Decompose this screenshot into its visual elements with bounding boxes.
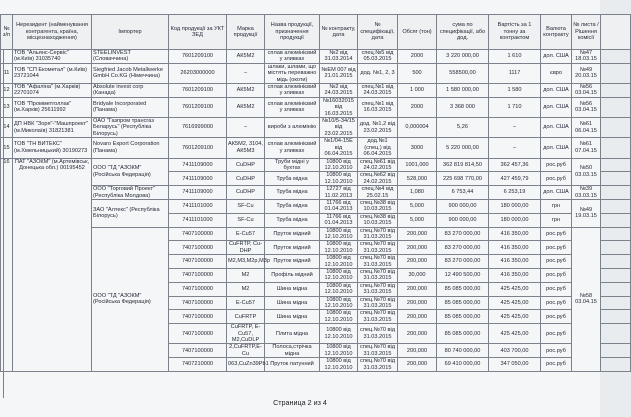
mark-cell: М2 bbox=[227, 282, 265, 296]
price-cell: 1 710 bbox=[489, 97, 541, 117]
mark-cell: АК5М2 bbox=[227, 84, 265, 98]
spare-cell bbox=[601, 97, 631, 117]
table-row bbox=[1, 97, 631, 117]
price-cell: 347 050,00 bbox=[489, 358, 541, 372]
spec-cell: спец.№38 від 10.03.2015 bbox=[358, 199, 398, 213]
contract-cell: 10800 від 12.10.2010 bbox=[320, 269, 358, 283]
header-cell: № контракту, дата bbox=[320, 15, 358, 50]
currency-cell: рос.руб bbox=[541, 269, 572, 283]
spec-cell: спец.№1 від 24.03.2015 bbox=[358, 84, 398, 98]
table-row bbox=[1, 118, 631, 138]
product-name-cell: Труба мідна bbox=[265, 213, 320, 227]
price-cell: 6 253,19 bbox=[489, 186, 541, 200]
spare-cell bbox=[601, 118, 631, 138]
product-name-cell: шлаки, шлами, що містять переважно мідь (окоти) bbox=[265, 63, 320, 83]
price-cell: 1 580 bbox=[489, 84, 541, 98]
volume-cell: 200,000 bbox=[398, 344, 437, 358]
party-cell: ТОВ "Альянс-Сервіс" (м.Київ) 31035740 bbox=[13, 50, 92, 64]
spec-cell: спец.№70 від 31.03.2015 bbox=[358, 296, 398, 310]
volume-cell: 500 bbox=[398, 63, 437, 83]
party-cell: ПАТ "АЗОКМ" (м.Артемівськ, Донецька обл.) 00195452 bbox=[13, 158, 92, 372]
decision-cell: №61 06.04.15 bbox=[572, 118, 601, 138]
importer-cell: Bridyale Incorporated (Панама) bbox=[92, 97, 169, 117]
volume-cell: 200,000 bbox=[398, 255, 437, 269]
currency-cell: рос.руб bbox=[541, 344, 572, 358]
currency-cell: євро bbox=[541, 63, 572, 83]
code-cell: 7601209100 bbox=[169, 138, 227, 158]
contract-cell: 10800 від 12.10.2010 bbox=[320, 324, 358, 344]
spec-cell: спец.№70 від 31.03.2015 bbox=[358, 324, 398, 344]
spare-cell bbox=[601, 324, 631, 344]
currency-cell: дол. США bbox=[541, 50, 572, 64]
currency-cell: дол. США bbox=[541, 97, 572, 117]
sum-cell: 69 410 000,00 bbox=[437, 358, 489, 372]
contract-cell: №1/04-15Е від 06.04.2015 bbox=[320, 138, 358, 158]
code-cell: 7407100000 bbox=[169, 241, 227, 255]
sum-cell: 12 490 500,00 bbox=[437, 269, 489, 283]
table-row bbox=[1, 158, 631, 172]
product-name-cell: Труби мідні у бухтах bbox=[265, 158, 320, 172]
code-cell: 7411101000 bbox=[169, 199, 227, 213]
volume-cell: 200,000 bbox=[398, 324, 437, 344]
party-cell: ТОВ "Афаліна" (м.Харків) 22701074 bbox=[13, 84, 92, 98]
row-number: 14 bbox=[1, 118, 13, 138]
sum-cell: 362 819 814,50 bbox=[437, 158, 489, 172]
code-cell: 7407100000 bbox=[169, 227, 227, 241]
header-cell: Обсяг (тон) bbox=[398, 15, 437, 50]
sum-cell: 83 270 000,00 bbox=[437, 255, 489, 269]
code-cell: 7407210000 bbox=[169, 358, 227, 372]
product-name-cell: Пруток мідний bbox=[265, 227, 320, 241]
contract-cell: 10800 від 12.10.2010 bbox=[320, 296, 358, 310]
spec-cell: спец.№70 від 31.03.2015 bbox=[358, 282, 398, 296]
product-name-cell: Пруток мідний bbox=[265, 241, 320, 255]
importer-cell: STEELINVEST (Словаччина) bbox=[92, 50, 169, 64]
spare-cell bbox=[601, 172, 631, 186]
price-cell: 427 459,79 bbox=[489, 172, 541, 186]
decision-cell: №50 03.03.15 bbox=[572, 158, 601, 186]
currency-cell: дол. США bbox=[541, 138, 572, 158]
mark-cell: М2 bbox=[227, 269, 265, 283]
header-cell: Вартість за 1 тонну за контрактом bbox=[489, 15, 541, 50]
product-name-cell: Полоса,стрічка мідна bbox=[265, 344, 320, 358]
decision-cell: №47 18.03.15 bbox=[572, 50, 601, 64]
currency-cell: рос.руб bbox=[541, 324, 572, 344]
currency-cell: рос.руб bbox=[541, 158, 572, 172]
product-name-cell: Шина мідна bbox=[265, 296, 320, 310]
sum-cell: 6 753,44 bbox=[437, 186, 489, 200]
mark-cell: CuDHP bbox=[227, 158, 265, 172]
header-cell-spare bbox=[601, 15, 631, 50]
volume-cell: 5,000 bbox=[398, 213, 437, 227]
price-cell: 425 425,00 bbox=[489, 296, 541, 310]
spec-cell: спец.№38 від 10.03.2015 bbox=[358, 213, 398, 227]
product-name-cell: Пруток латунний bbox=[265, 358, 320, 372]
currency-cell: рос.руб bbox=[541, 255, 572, 269]
contract-cell: 10800 від 12.10.2010 bbox=[320, 255, 358, 269]
spec-cell: спец.№70 від 31.03.2015 bbox=[358, 344, 398, 358]
spec-cell: дод. №1, 2, 3 bbox=[358, 63, 398, 83]
price-cell: – bbox=[489, 118, 541, 138]
header-row bbox=[1, 15, 631, 50]
table-row bbox=[1, 50, 631, 64]
sum-cell: 3 220 000,00 bbox=[437, 50, 489, 64]
row-number: 16 bbox=[1, 158, 13, 372]
spare-cell bbox=[601, 138, 631, 158]
currency-cell: рос.руб bbox=[541, 227, 572, 241]
importer-cell: ООО "ТД "АЗОКМ" (Російська Федерація) bbox=[92, 158, 169, 186]
importer-cell: Siegfried Jacob Metallwerke GmbH Co.KG (Німеччина) bbox=[92, 63, 169, 83]
spare-cell bbox=[601, 310, 631, 324]
decision-cell: №61 07.04.15 bbox=[572, 138, 601, 158]
header-cell: № з/п bbox=[1, 15, 13, 50]
contract-cell: 10800 від 12.10.2010 bbox=[320, 241, 358, 255]
table-row bbox=[1, 138, 631, 158]
spec-cell: спец.№70 від 31.03.2015 bbox=[358, 255, 398, 269]
spec-cell: дод.№1 (спец.) від 06.04.2015 bbox=[358, 138, 398, 158]
party-cell: ТОВ "Промметголлак" (м.Харків) 25611992 bbox=[13, 97, 92, 117]
price-cell: 416 350,00 bbox=[489, 227, 541, 241]
code-cell: 7601209100 bbox=[169, 84, 227, 98]
table-row bbox=[1, 199, 631, 213]
table-row bbox=[1, 84, 631, 98]
sum-cell: 83 270 000,00 bbox=[437, 241, 489, 255]
mark-cell: М2,М3,М2р,М3р bbox=[227, 255, 265, 269]
contract-cell: 10800 від 12.10.2010 bbox=[320, 227, 358, 241]
volume-cell: 1 000 bbox=[398, 84, 437, 98]
sum-cell: 83 270 000,00 bbox=[437, 227, 489, 241]
spare-cell bbox=[601, 269, 631, 283]
code-cell: 7407100000 bbox=[169, 282, 227, 296]
spare-cell bbox=[601, 186, 631, 200]
sum-cell: 85 085 000,00 bbox=[437, 310, 489, 324]
sum-cell: 900 000,00 bbox=[437, 199, 489, 213]
contract-cell: 10800 від 12.10.2010 bbox=[320, 158, 358, 172]
sum-cell: 80 740 000,00 bbox=[437, 344, 489, 358]
sum-cell: 1 580 000,00 bbox=[437, 84, 489, 98]
importer-cell: ООО "ТД "АЗОКМ" (Російська Федерація) bbox=[92, 227, 169, 372]
spec-cell: спец.№70 від 31.03.2015 bbox=[358, 358, 398, 372]
decision-cell: №58 03.04.15 bbox=[572, 227, 601, 372]
product-name-cell: Труба мідна bbox=[265, 186, 320, 200]
spec-cell: спец.№4 від 25.02.15 bbox=[358, 186, 398, 200]
header-cell: Валюта контракту bbox=[541, 15, 572, 50]
code-cell: 7407100000 bbox=[169, 296, 227, 310]
volume-cell: 2000 bbox=[398, 97, 437, 117]
spare-cell bbox=[601, 358, 631, 372]
header-cell: сума по специфікації, або дод. bbox=[437, 15, 489, 50]
mark-cell: CuFRTP bbox=[227, 310, 265, 324]
volume-cell: 1,080 bbox=[398, 186, 437, 200]
price-cell: – bbox=[489, 138, 541, 158]
sum-cell: 558500,00 bbox=[437, 63, 489, 83]
contract-cell: 10800 від 12.10.2010 bbox=[320, 310, 358, 324]
spare-cell bbox=[601, 84, 631, 98]
code-cell: 7407100000 bbox=[169, 255, 227, 269]
spare-cell bbox=[601, 255, 631, 269]
product-name-cell: Пруток мідний bbox=[265, 255, 320, 269]
party-cell: ТОВ "ТН ВИТЕКС" (м.Хмельницький) 30190273 bbox=[13, 138, 92, 158]
code-cell: 7616999000 bbox=[169, 118, 227, 138]
sum-cell: 225 698 770,00 bbox=[437, 172, 489, 186]
table-row bbox=[1, 227, 631, 241]
header-cell: Марка продукції bbox=[227, 15, 265, 50]
mark-cell: E-Cu57 bbox=[227, 296, 265, 310]
product-name-cell: вироби з алюмінію bbox=[265, 118, 320, 138]
product-name-cell: Плита мідна bbox=[265, 324, 320, 344]
mark-cell: – bbox=[227, 63, 265, 83]
code-cell: 7411109000 bbox=[169, 172, 227, 186]
importer-cell: ЗАО "Алтекс" (Республіка Білорусь) bbox=[92, 199, 169, 227]
price-cell: 425 425,00 bbox=[489, 282, 541, 296]
header-cell: Нерезидент (найменування контрагента, країна, місцезнаходження) bbox=[13, 15, 92, 50]
row-number bbox=[1, 50, 13, 64]
importer-cell: Novaro Export Corporation (Панама) bbox=[92, 138, 169, 158]
contract-cell: №2 від 24.03.2015 bbox=[320, 84, 358, 98]
spare-cell bbox=[601, 227, 631, 241]
currency-cell: грн bbox=[541, 199, 572, 213]
code-cell: 7407100000 bbox=[169, 269, 227, 283]
decision-cell: №56 03.04.15 bbox=[572, 84, 601, 98]
register-table bbox=[0, 14, 631, 372]
currency-cell: рос.руб bbox=[541, 241, 572, 255]
sum-cell: 3 368 000 bbox=[437, 97, 489, 117]
row-number: 15 bbox=[1, 138, 13, 158]
contract-cell: 11766 від 01.04.2013 bbox=[320, 199, 358, 213]
header-cell: Назва продукції, призначення продукції bbox=[265, 15, 320, 50]
currency-cell: рос.руб bbox=[541, 358, 572, 372]
spare-cell bbox=[601, 241, 631, 255]
mark-cell: CuDHP bbox=[227, 172, 265, 186]
spec-cell: спец.№61 від 24.02.2015 bbox=[358, 158, 398, 172]
code-cell: 7411109000 bbox=[169, 186, 227, 200]
currency-cell: дол. США bbox=[541, 118, 572, 138]
row-number: 11 bbox=[1, 63, 13, 83]
volume-cell: 200,000 bbox=[398, 310, 437, 324]
table-row bbox=[1, 63, 631, 83]
mark-cell: SF-Cu bbox=[227, 213, 265, 227]
decision-cell: №49 20.03.15 bbox=[572, 63, 601, 83]
spec-cell: спец.№62 від 24.02.2015 bbox=[358, 172, 398, 186]
code-cell: 7411101000 bbox=[169, 213, 227, 227]
product-name-cell: сплав алюмінієвий у зливках bbox=[265, 84, 320, 98]
price-cell: 180 000,00 bbox=[489, 199, 541, 213]
code-cell: 7411109000 bbox=[169, 158, 227, 172]
volume-cell: 0,000004 bbox=[398, 118, 437, 138]
mark-cell: АК5М2, 3104, АК5М3 bbox=[227, 138, 265, 158]
volume-cell: 200,000 bbox=[398, 241, 437, 255]
mark-cell: CuDHP bbox=[227, 186, 265, 200]
mark-cell: CuFRTP, Cu-DHP bbox=[227, 241, 265, 255]
code-cell: 7601209100 bbox=[169, 50, 227, 64]
spec-cell: спец.№5 від 05.03.2015 bbox=[358, 50, 398, 64]
volume-cell: 30,000 bbox=[398, 269, 437, 283]
volume-cell: 528,000 bbox=[398, 172, 437, 186]
sum-cell: 85 085 000,00 bbox=[437, 324, 489, 344]
header-cell: № специфікації, дата bbox=[358, 15, 398, 50]
price-cell: 416 350,00 bbox=[489, 269, 541, 283]
row-number: 13 bbox=[1, 97, 13, 117]
sum-cell: 85 085 000,00 bbox=[437, 282, 489, 296]
price-cell: 425 425,00 bbox=[489, 324, 541, 344]
product-name-cell: сплав алюмінієвий у зливках bbox=[265, 138, 320, 158]
contract-cell: №16032015 від 16.03.2015 bbox=[320, 97, 358, 117]
price-cell: 1117 bbox=[489, 63, 541, 83]
spare-cell bbox=[601, 63, 631, 83]
party-cell: ДП НВК "Зоря"-"Машпроект" (м.Миколаїв) 31821381 bbox=[13, 118, 92, 138]
product-name-cell: Труба мідна bbox=[265, 199, 320, 213]
contract-cell: 12727 від 11.02.2013 bbox=[320, 186, 358, 200]
contract-cell: 11766 від 01.04.2013 bbox=[320, 213, 358, 227]
header-cell: Код продукції за УКТ ЗЕД bbox=[169, 15, 227, 50]
price-cell: 403 700,00 bbox=[489, 344, 541, 358]
volume-cell: 1001,000 bbox=[398, 158, 437, 172]
code-cell: 7407100000 bbox=[169, 344, 227, 358]
volume-cell: 200,000 bbox=[398, 282, 437, 296]
contract-cell: 10800 від 12.10.2010 bbox=[320, 282, 358, 296]
code-cell: 7407100000 bbox=[169, 324, 227, 344]
code-cell: 7601209100 bbox=[169, 97, 227, 117]
spec-cell: спец.№70 від 31.03.2015 bbox=[358, 310, 398, 324]
price-cell: 416 350,00 bbox=[489, 241, 541, 255]
currency-cell: рос.руб bbox=[541, 172, 572, 186]
sum-cell: 85 085 000,00 bbox=[437, 296, 489, 310]
contract-cell: 10800 від 12.10.2010 bbox=[320, 344, 358, 358]
currency-cell: рос.руб bbox=[541, 310, 572, 324]
price-cell: 425 425,00 bbox=[489, 310, 541, 324]
spare-cell bbox=[601, 344, 631, 358]
spare-cell bbox=[601, 50, 631, 64]
price-cell: 416 350,00 bbox=[489, 255, 541, 269]
contract-cell: 10800 від 12.10.2010 bbox=[320, 172, 358, 186]
contract-cell: 10800 від 12.10.2010 bbox=[320, 358, 358, 372]
contract-cell: №10/5-34/15 від 23.02.2015 bbox=[320, 118, 358, 138]
spec-cell: дод. №1,2 від 23.02.2015 bbox=[358, 118, 398, 138]
spec-cell: спец.№70 від 31.03.2015 bbox=[358, 269, 398, 283]
volume-cell: 200,000 bbox=[398, 358, 437, 372]
code-cell: 26203000000 bbox=[169, 63, 227, 83]
product-name-cell: Шина мідна bbox=[265, 282, 320, 296]
volume-cell: 5,000 bbox=[398, 199, 437, 213]
mark-cell: E-Cu57 bbox=[227, 227, 265, 241]
volume-cell: 200,000 bbox=[398, 296, 437, 310]
row-number: 12 bbox=[1, 84, 13, 98]
volume-cell: 2000 bbox=[398, 50, 437, 64]
importer-cell: ОАО "Газпром трансгаз Беларусь" (Республіка Білорусь) bbox=[92, 118, 169, 138]
currency-cell: дол. США bbox=[541, 84, 572, 98]
header-cell: Імпортер bbox=[92, 15, 169, 50]
contract-cell: №2 від 31.03.2014 bbox=[320, 50, 358, 64]
currency-cell: грн bbox=[541, 213, 572, 227]
spare-cell bbox=[601, 296, 631, 310]
currency-cell: рос.руб bbox=[541, 282, 572, 296]
volume-cell: 3000 bbox=[398, 138, 437, 158]
spec-cell: спец.№70 від 31.03.2015 bbox=[358, 241, 398, 255]
spare-cell bbox=[601, 199, 631, 213]
contract-cell: №ЕМ 007 від 21.01.2015 bbox=[320, 63, 358, 83]
price-cell: 362 457,36 bbox=[489, 158, 541, 172]
currency-cell: рос.руб bbox=[541, 296, 572, 310]
spare-cell bbox=[601, 213, 631, 227]
decision-cell: №39 03.03.15 bbox=[572, 186, 601, 200]
party-cell: ТОВ "СП Екометал" (м.Київ) 23721044 bbox=[13, 63, 92, 83]
sum-cell: 5,26 bbox=[437, 118, 489, 138]
mark-cell: 2,CuFRTP,E-Cu bbox=[227, 344, 265, 358]
decision-cell: №56 03.04.15 bbox=[572, 97, 601, 117]
mark-cell: SF-Cu bbox=[227, 199, 265, 213]
page-number: Страница 2 из 4 bbox=[273, 398, 327, 407]
product-name-cell: сплав алюмінієвий у зливках bbox=[265, 50, 320, 64]
spec-cell: спец.№1 від 16.03.2015 bbox=[358, 97, 398, 117]
product-name-cell: Труба мідна bbox=[265, 172, 320, 186]
mark-cell: АК5М2 bbox=[227, 50, 265, 64]
price-cell: 180 000,00 bbox=[489, 213, 541, 227]
importer-cell: Absolute invest corp (Канада) bbox=[92, 84, 169, 98]
sum-cell: 900 000,00 bbox=[437, 213, 489, 227]
mark-cell: 063,CuZn39Pb1 bbox=[227, 358, 265, 372]
product-name-cell: Профіль мідний bbox=[265, 269, 320, 283]
sum-cell: 5 220 000,00 bbox=[437, 138, 489, 158]
mark-cell: АК5М2 bbox=[227, 97, 265, 117]
volume-cell: 200,000 bbox=[398, 227, 437, 241]
mark-cell: CuFRTP, E-Cu57, М2,CuDLP bbox=[227, 324, 265, 344]
importer-cell: ООО "Торговий Проект" (Республіка Молдова) bbox=[92, 186, 169, 200]
spare-cell bbox=[601, 282, 631, 296]
product-name-cell: Шина мідна bbox=[265, 310, 320, 324]
decision-cell: №49 19.03.15 bbox=[572, 199, 601, 227]
code-cell: 7407100000 bbox=[169, 310, 227, 324]
table-row bbox=[1, 186, 631, 200]
currency-cell: дол. США bbox=[541, 186, 572, 200]
price-cell: 1 610 bbox=[489, 50, 541, 64]
spec-cell: спец.№70 від 31.03.2015 bbox=[358, 227, 398, 241]
spare-cell bbox=[601, 158, 631, 172]
mark-cell: – bbox=[227, 118, 265, 138]
product-name-cell: сплав алюмінієвий у зливках bbox=[265, 97, 320, 117]
header-cell: № листа / Рішення комісії bbox=[572, 15, 601, 50]
